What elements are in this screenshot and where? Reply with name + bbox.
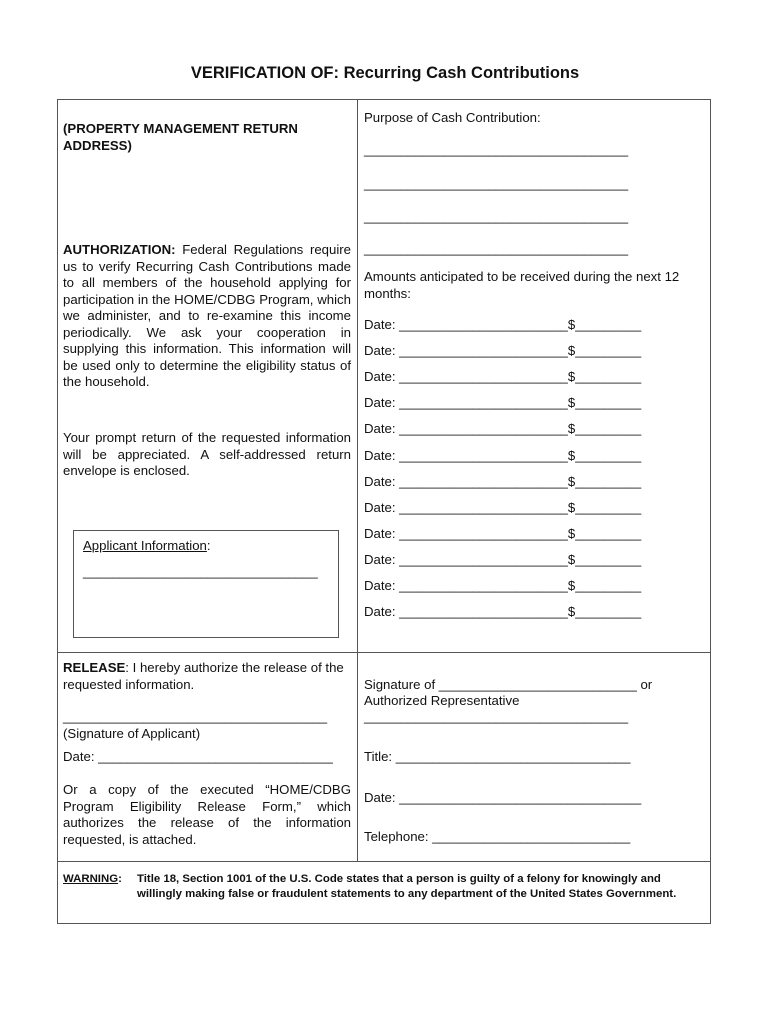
- row-divider-warning: [57, 861, 710, 862]
- warning-label: WARNING:: [63, 873, 122, 885]
- signature-of-line[interactable]: Signature of ___________________________ or: [364, 677, 653, 692]
- signature-date-line[interactable]: Date: _________________________________: [364, 790, 642, 805]
- authorized-rep-label: Authorized Representative: [364, 693, 520, 708]
- release-date-line[interactable]: Date: ________________________________: [63, 749, 333, 764]
- date-amount-row[interactable]: Date: _______________________$_________: [364, 421, 642, 436]
- date-amount-row[interactable]: Date: _______________________$_________: [364, 526, 642, 541]
- release-block: [63, 660, 348, 693]
- purpose-line[interactable]: ____________________________________: [364, 209, 629, 224]
- purpose-line[interactable]: ____________________________________: [364, 241, 629, 256]
- authorization-block: [63, 242, 351, 391]
- applicant-signature-line[interactable]: ____________________________________: [63, 709, 328, 724]
- purpose-line[interactable]: ____________________________________: [364, 142, 629, 157]
- date-amount-row[interactable]: Date: _______________________$_________: [364, 552, 642, 567]
- date-amount-row[interactable]: Date: _______________________$_________: [364, 604, 642, 619]
- row-divider-release: [57, 652, 710, 653]
- date-amount-row[interactable]: Date: _______________________$_________: [364, 317, 642, 332]
- applicant-signature-label: (Signature of Applicant): [63, 726, 201, 741]
- warning-text: Title 18, Section 1001 of the U.S. Code states that a person is guilty of a felony for knowingly and willingly making false or fraudulent statements to any department of the United States Government.: [137, 873, 677, 900]
- authorization-heading: AUTHORIZATION:: [63, 242, 176, 257]
- date-amount-row[interactable]: Date: _______________________$_________: [364, 500, 642, 515]
- return-address: (PROPERTY MANAGEMENT RETURN ADDRESS): [63, 121, 298, 153]
- applicant-info-label: Applicant Information:: [83, 538, 211, 553]
- date-amount-row[interactable]: Date: _______________________$_________: [364, 343, 642, 358]
- purpose-label: Purpose of Cash Contribution:: [364, 110, 541, 125]
- date-amount-row[interactable]: Date: _______________________$_________: [364, 448, 642, 463]
- release-heading: RELEASE: [63, 660, 126, 675]
- date-amount-row[interactable]: Date: _______________________$_________: [364, 578, 642, 593]
- title-line[interactable]: Title: ________________________________: [364, 749, 631, 764]
- date-amount-row[interactable]: Date: _______________________$_________: [364, 474, 642, 489]
- telephone-line[interactable]: Telephone: ___________________________: [364, 829, 631, 844]
- prompt-return-text: Your prompt return of the requested information will be appreciated. A self-addressed return envelope is enclosed.: [63, 430, 351, 478]
- date-amount-row[interactable]: Date: _______________________$_________: [364, 395, 642, 410]
- purpose-line[interactable]: ____________________________________: [364, 176, 629, 191]
- column-divider: [357, 100, 358, 862]
- authorization-text: Federal Regulations require us to verify Recurring Cash Contributions made to all members of the household applying for participation in the HOME/CDBG Program, which we administer, and to re-examine this income periodically. We ask your cooperation in supplying this information. This information will be used only to determine the eligibility status of the household.: [63, 242, 351, 389]
- date-amount-row[interactable]: Date: _______________________$_________: [364, 369, 642, 384]
- page-title: VERIFICATION OF: Recurring Cash Contributions: [190, 64, 580, 82]
- applicant-info-line[interactable]: ________________________________: [83, 564, 318, 579]
- authorized-rep-line[interactable]: ____________________________________: [364, 709, 629, 724]
- release-text: : I hereby authorize the release of the requested information.: [63, 660, 344, 692]
- amounts-text: Amounts anticipated to be received during the next 12 months:: [364, 269, 680, 301]
- release-copy-text: Or a copy of the executed “HOME/CDBG Program Eligibility Release Form,” which authorizes the release of the information requested, is attached.: [63, 782, 351, 847]
